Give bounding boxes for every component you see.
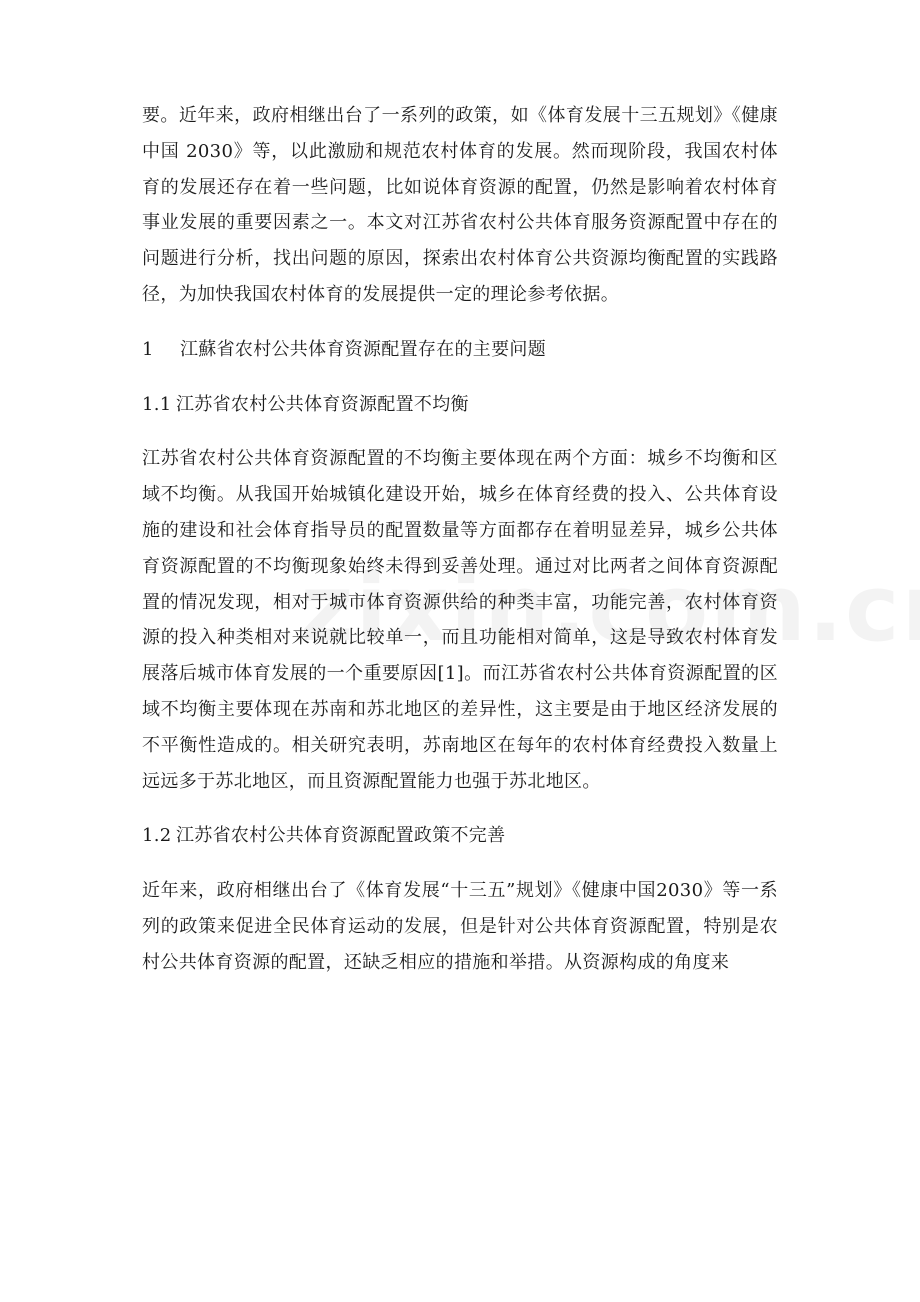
spacer: [142, 313, 778, 332]
subsection-title: 江苏省农村公共体育资源配置不均衡: [176, 393, 469, 415]
section-title: 江蘇省农村公共体育资源配置存在的主要问题: [180, 338, 546, 360]
subsection-heading-1-2: [142, 818, 778, 854]
subsection-number: 1.1: [142, 393, 172, 415]
body-paragraph-1: 江苏省农村公共体育资源配置的不均衡主要体现在两个方面：城乡不均衡和区域不均衡。从我国开始城镇化建设开始，城乡在体育经费的投入、公共体育设施的建设和社会体育指导员的配置数量等方面都存在着明显差异，城乡公共体育资源配置的不均衡现象始终未得到妥善处理。通过对比两者之间体育资源配置的情况发现，相对于城市体育资源供给的种类丰富，功能完善，农村体育资源的投入种类相对来说就比较单一，而且功能相对简单，这是导致农村体育发展落后城市体育发展的一个重要原因[1]。而江苏省农村公共体育资源配置的区域不均衡主要体现在苏南和苏北地区的差异性，这主要是由于地区经济发展的不平衡性造成的。相关研究表明，苏南地区在每年的农村体育经费投入数量上远远多于苏北地区，而且资源配置能力也强于苏北地区。: [142, 448, 778, 792]
section-heading-1: [142, 332, 778, 368]
intro-paragraph: 要。近年来，政府相继出台了一系列的政策，如《体育发展十三五规划》《健康中国 2030》等，以此激励和规范农村体育的发展。然而现阶段，我国农村体育的发展还存在着一些问题，比如说体育资源的配置，仍然是影响着农村体育事业发展的重要因素之一。本文对江苏省农村公共体育服务资源配置中存在的问题进行分析，找出问题的原因，探索出农村体育公共资源均衡配置的实践路径，为加快我国农村体育的发展提供一定的理论参考依据。: [142, 105, 778, 305]
body-paragraph-2: 近年来，政府相继出台了《体育发展“十三五”规划》《健康中国2030》等一系列的政策来促进全民体育运动的发展，但是针对公共体育资源配置，特别是农村公共体育资源的配置，还缺乏相应的措施和举措。从资源构成的角度来: [142, 880, 778, 973]
spacer: [142, 799, 778, 818]
subsection-title: 江苏省农村公共体育资源配置政策不完善: [176, 825, 506, 847]
document-page: [142, 98, 778, 981]
section-number: 1: [142, 338, 154, 360]
spacer: [142, 368, 778, 387]
spacer: [142, 854, 778, 873]
subsection-number: 1.2: [142, 825, 172, 847]
spacer: [142, 422, 778, 441]
subsection-heading-1-1: [142, 387, 778, 423]
